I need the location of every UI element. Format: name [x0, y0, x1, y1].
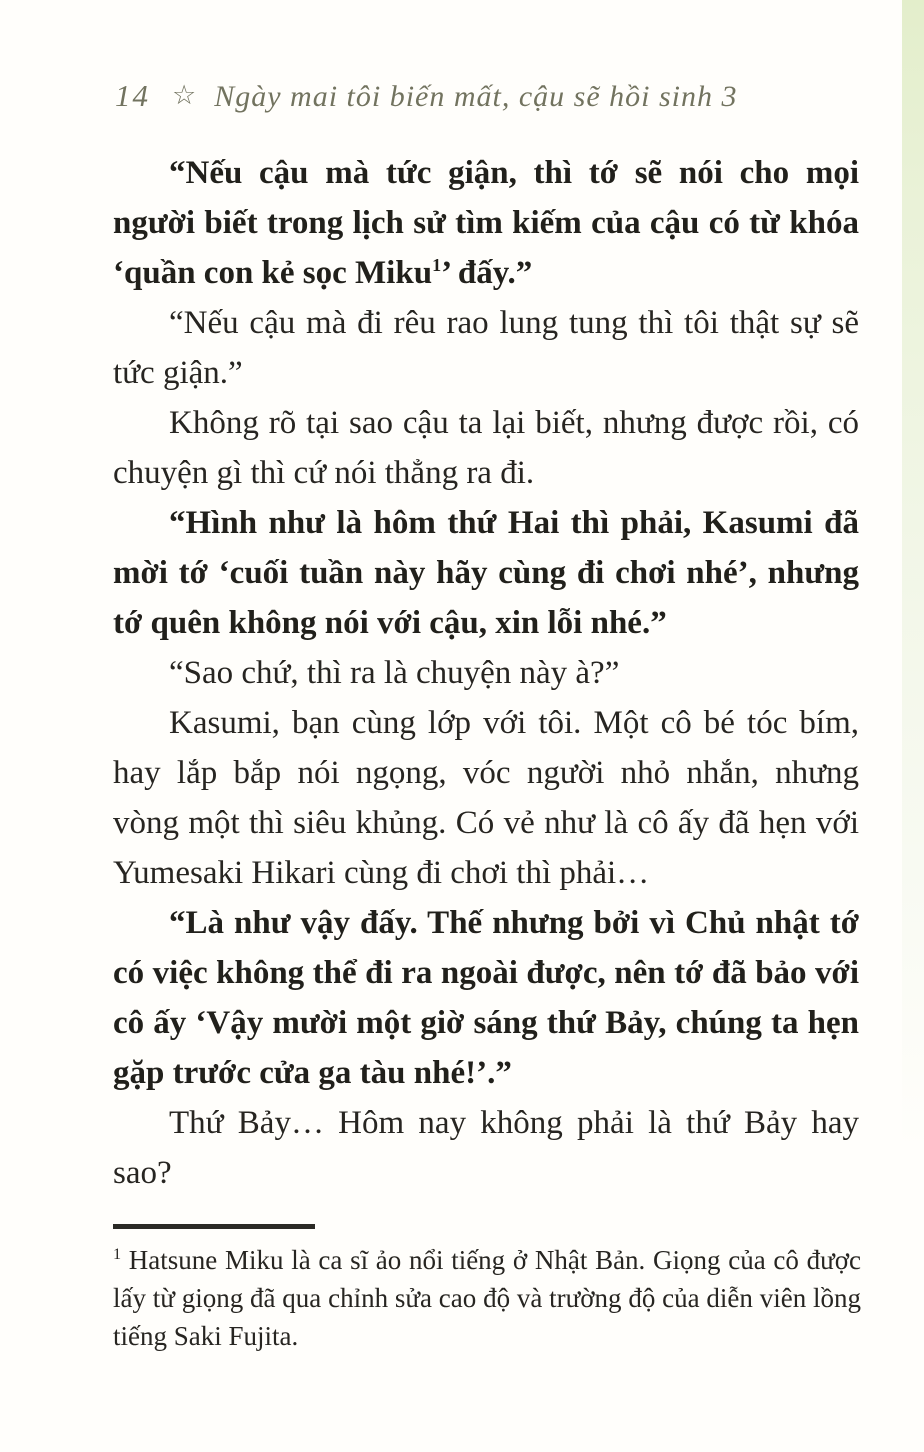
paragraph-dialogue-5: “Là như vậy đấy. Thế nhưng bởi vì Chủ nhật tớ có việc không thể đi ra ngoài được, nên tớ đã bảo với cô ấy ‘Vậy mười một giờ sáng thứ Bảy, chúng ta hẹn gặp trước cửa ga tàu nhé!’.”	[113, 905, 859, 1091]
footnote-number: 1	[113, 1245, 122, 1263]
paragraph-dialogue-1	[113, 148, 859, 298]
paragraph-dialogue-3: “Hình như là hôm thứ Hai thì phải, Kasumi đã mời tớ ‘cuối tuần này hãy cùng đi chơi nhé’, nhưng tớ quên không nói với cậu, xin lỗi nhé.”	[113, 505, 859, 641]
book-title: Ngày mai tôi biến mất, cậu sẽ hồi sinh 3	[214, 80, 738, 113]
footnote-divider	[113, 1224, 315, 1229]
footnote-reference: 1	[432, 255, 442, 275]
footnote-text	[113, 1241, 861, 1355]
running-header	[115, 78, 738, 114]
paragraph-narration-1: Không rõ tại sao cậu ta lại biết, nhưng được rồi, có chuyện gì thì cứ nói thẳng ra đi.	[113, 405, 859, 491]
paragraph-dialogue-2: “Nếu cậu mà đi rêu rao lung tung thì tôi thật sự sẽ tức giận.”	[113, 305, 859, 391]
footnote-body: Hatsune Miku là ca sĩ ảo nổi tiếng ở Nhật Bản. Giọng của cô được lấy từ giọng đã qua chỉnh sửa cao độ và trường độ của diễn viên lồng tiếng Saki Fujita.	[113, 1245, 861, 1351]
paragraph-narration-2: Kasumi, bạn cùng lớp với tôi. Một cô bé tóc bím, hay lắp bắp nói ngọng, vóc người nhỏ nhắn, nhưng vòng một thì siêu khủng. Có vẻ như là cô ấy đã hẹn với Yumesaki Hikari cùng đi chơi thì phải…	[113, 705, 859, 891]
paragraph-text: ’ đấy.”	[441, 255, 533, 291]
star-icon: ☆	[172, 80, 197, 110]
paragraph-text: “Nếu cậu mà tức giận, thì tớ sẽ nói cho mọi người biết trong lịch sử tìm kiếm của cậu có từ khóa ‘quần con kẻ sọc Miku	[113, 155, 859, 291]
page-number: 14	[115, 78, 150, 113]
paragraph-dialogue-4: “Sao chứ, thì ra là chuyện này à?”	[169, 655, 620, 691]
paragraph-narration-3: Thứ Bảy… Hôm nay không phải là thứ Bảy hay sao?	[113, 1105, 859, 1191]
page-edge-shadow	[902, 0, 924, 1150]
body-text	[113, 148, 859, 1198]
footnote	[113, 1224, 861, 1355]
